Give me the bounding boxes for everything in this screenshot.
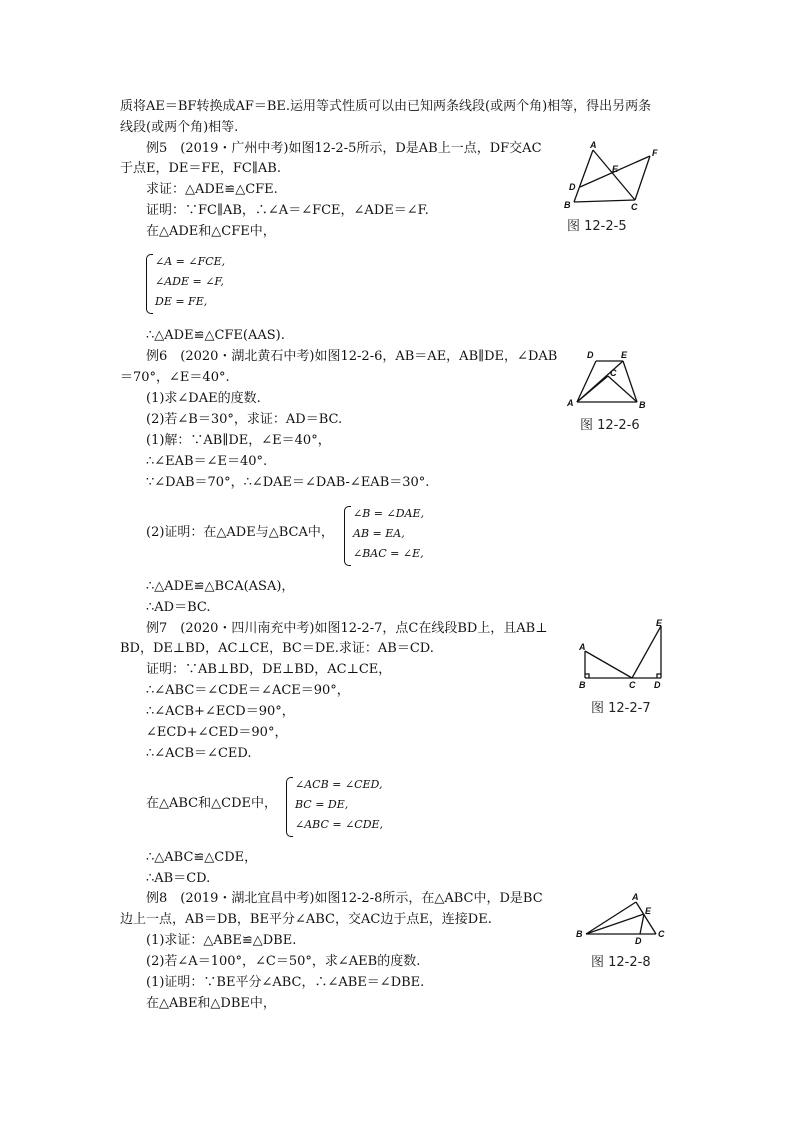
caption-12-2-8: 图 12-2-8 xyxy=(591,955,651,970)
intro-line-2: 线段(或两个角)相等. xyxy=(120,120,239,135)
caption-12-2-5: 图 12-2-5 xyxy=(567,219,627,234)
caption-12-2-6: 图 12-2-6 xyxy=(580,418,640,433)
segment-ac xyxy=(585,651,632,678)
ex6-eq-1: ∠B = ∠DAE, xyxy=(353,507,425,520)
ex6-question-2: (2)若∠B＝30°，求证：AD＝BC. xyxy=(146,412,343,427)
ex6-eq-2: AB = EA, xyxy=(353,527,405,540)
segment-bc xyxy=(574,200,635,202)
caption-12-2-7: 图 12-2-7 xyxy=(591,701,651,716)
label-d: D xyxy=(654,680,661,690)
figure-12-2-7 xyxy=(574,618,674,693)
ex7-proof-3: ∴∠ACB+∠ECD＝90°， xyxy=(146,704,295,719)
ex5-proof-line-1: 证明：∵FC∥AB，∴∠A＝∠FCE，∠ADE＝∠F. xyxy=(146,203,429,218)
ex6-question-1: (1)求∠DAE的度数. xyxy=(146,391,261,406)
label-b: B xyxy=(579,680,586,690)
ex7-proof-4: ∠ECD+∠CED＝90°， xyxy=(146,725,288,740)
ex8-solution-1: (1)证明：∵BE平分∠ABC，∴∠ABE＝∠DBE. xyxy=(146,975,425,990)
ex6-solution-1: (1)解：∵AB∥DE，∠E＝40°， xyxy=(146,433,331,448)
segment-be xyxy=(586,914,644,934)
label-d: D xyxy=(569,182,576,192)
segment-ed xyxy=(640,914,644,934)
ex6-eq-3: ∠BAC = ∠E, xyxy=(353,547,424,560)
intro-line-1: 质将AE＝BF转换成AF＝BE.运用等式性质可以由已知两条线段(或两个角)相等，得出另两条 xyxy=(120,99,652,114)
ex6-conclusion-2: ∴AD＝BC. xyxy=(146,600,211,615)
ex5-equation-system xyxy=(146,252,225,312)
ex5-conclusion: ∴△ADE≌△CFE(AAS). xyxy=(146,328,285,343)
label-b: B xyxy=(564,200,571,210)
label-a: A xyxy=(579,642,586,652)
ex6-equation-system xyxy=(344,504,424,564)
ex5-title-line-1: 例5 (2019・广州中考)如图12-2-5所示，D是AB上一点，DF交AC xyxy=(146,141,542,156)
segment-ce xyxy=(632,626,661,678)
label-d: D xyxy=(587,350,594,360)
ex7-proof-6: 在△ABC和△CDE中， xyxy=(146,796,277,811)
ex5-eq-2: ∠ADE = ∠F, xyxy=(155,275,224,288)
ex6-solution-3: ∵∠DAB＝70°，∴∠DAE＝∠DAB-∠EAB＝30°. xyxy=(146,475,430,490)
ex6-conclusion-1: ∴△ADE≌△BCA(ASA)， xyxy=(146,579,295,594)
segment-ab xyxy=(574,150,593,202)
label-c: C xyxy=(610,368,617,378)
ex8-solution-2: 在△ABE和△DBE中， xyxy=(146,996,276,1011)
ex7-proof-5: ∴∠ACB＝∠CED. xyxy=(146,746,252,761)
label-c: C xyxy=(629,680,636,690)
segment-ac xyxy=(577,376,608,402)
ex6-proof-intro: (2)证明：在△ADE与△BCA中， xyxy=(146,525,334,540)
segment-ac xyxy=(593,150,635,200)
label-e: E xyxy=(645,906,652,916)
ex7-eq-1: ∠ACB = ∠CED, xyxy=(295,778,383,791)
label-a: A xyxy=(590,140,597,150)
ex5-prove: 求证：△ADE≌△CFE. xyxy=(146,182,278,197)
ex7-proof-1: 证明：∵AB⊥BD，DE⊥BD，AC⊥CE， xyxy=(146,662,392,677)
label-e: E xyxy=(621,350,628,360)
ex5-proof-line-2: 在△ADE和△CFE中， xyxy=(146,224,276,239)
ex7-proof-2: ∴∠ABC＝∠CDE＝∠ACE＝90°， xyxy=(146,683,350,698)
ex8-title-line-1: 例8 (2019・湖北宜昌中考)如图12-2-8所示，在△ABC中，D是BC xyxy=(146,891,543,906)
ex5-eq-3: DE = FE, xyxy=(155,295,208,308)
ex7-conclusion-1: ∴△ABC≌△CDE， xyxy=(146,850,258,865)
ex8-title-line-2: 边上一点，AB＝DB，BE平分∠ABC，交AC边于点E，连接DE. xyxy=(120,912,492,927)
ex7-eq-2: BC = DE, xyxy=(295,798,349,811)
label-e: E xyxy=(612,164,619,174)
label-d: D xyxy=(635,936,642,946)
ex7-conclusion-2: ∴AB＝CD. xyxy=(146,871,211,886)
segment-fc xyxy=(635,156,650,200)
ex6-title-line-1: 例6 (2020・湖北黄石中考)如图12-2-6，AB＝AE，AB∥DE，∠DAB xyxy=(146,349,558,364)
label-b: B xyxy=(639,400,646,410)
ex5-eq-1: ∠A = ∠FCE, xyxy=(155,255,226,268)
label-a: A xyxy=(567,398,574,408)
figure-12-2-8 xyxy=(574,892,674,950)
label-c: C xyxy=(658,929,665,939)
ex8-question-1: (1)求证：△ABE≌△DBE. xyxy=(146,933,297,948)
ex7-equation-system xyxy=(286,775,383,835)
ex7-eq-3: ∠ABC = ∠CDE, xyxy=(295,818,384,831)
figure-12-2-6 xyxy=(565,348,660,410)
ex6-title-line-2: ＝70°，∠E＝40°. xyxy=(120,370,230,385)
segment-ba xyxy=(586,902,636,934)
ex6-solution-2: ∴∠EAB＝∠E＝40°. xyxy=(146,454,268,469)
ex7-title-line-2: BD，DE⊥BD，AC⊥CE，BC＝DE.求证：AB＝CD. xyxy=(120,641,434,656)
label-e: E xyxy=(656,618,663,628)
segment-ad xyxy=(577,361,596,402)
label-c: C xyxy=(631,202,638,212)
label-b: B xyxy=(576,929,583,939)
figure-12-2-5 xyxy=(560,140,670,215)
ex5-title-line-2: 于点E，DE＝FE，FC∥AB. xyxy=(120,161,281,176)
ex7-title-line-1: 例7 (2020・四川南充中考)如图12-2-7，点C在线段BD上，且AB⊥ xyxy=(146,621,548,636)
label-a: A xyxy=(632,892,639,902)
ex8-question-2: (2)若∠A＝100°，∠C＝50°，求∠AEB的度数. xyxy=(146,954,421,969)
label-f: F xyxy=(652,148,658,158)
